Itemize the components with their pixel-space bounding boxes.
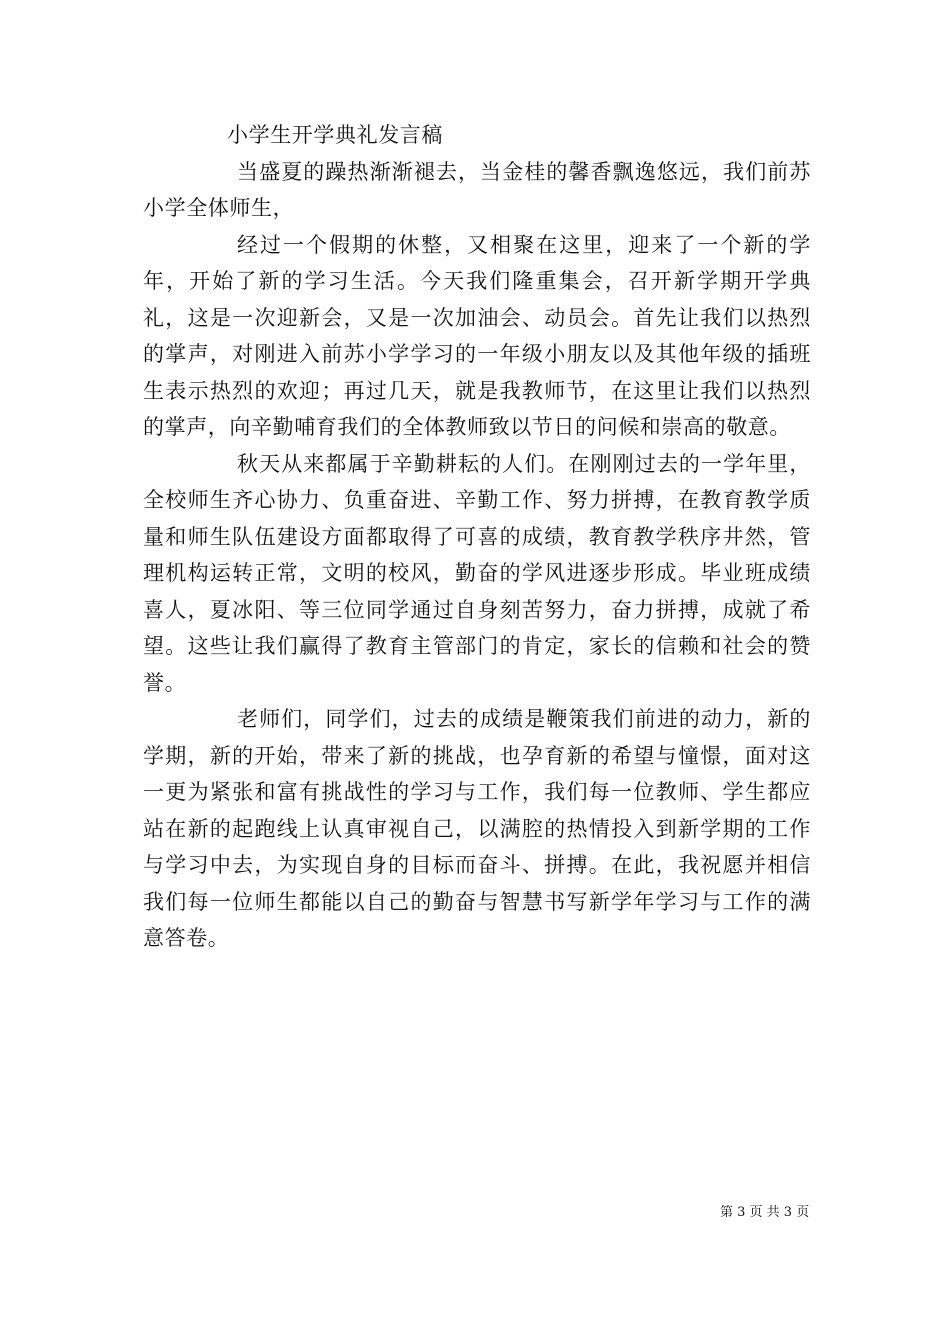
paragraph-3: 秋天从来都属于辛勤耕耘的人们。在刚刚过去的一学年里，全校师生齐心协力、负重奋进、辛勤工作、努力拼搏，在教育教学质量和师生队伍建设方面都取得了可喜的成绩，教育教学秩序井然，管理机构运转正常，文明的校风，勤奋的学风进逐步形成。毕业班成绩喜人，夏冰阳、等三位同学通过自身刻苦努力，奋力拼搏，成就了希望。这些让我们赢得了教育主管部门的肯定，家长的信赖和社会的赞誉。 bbox=[143, 451, 811, 695]
paragraph-4: 老师们，同学们，过去的成绩是鞭策我们前进的动力，新的学期，新的开始，带来了新的挑战，也孕育新的希望与憧憬，面对这一更为紧张和富有挑战性的学习与工作，我们每一位教师、学生都应站在新的起跑线上认真审视自己，以满腔的热情投入到新学期的工作与学习中去，为实现自身的目标而奋斗、拼搏。在此，我祝愿并相信我们每一位师生都能以自己的勤奋与智慧书写新学年学习与工作的满意答卷。 bbox=[143, 707, 811, 950]
document-title: 小学生开学典礼发言稿 bbox=[227, 123, 443, 147]
page-number-footer: 第 3 页 共 3 页 bbox=[720, 1205, 810, 1220]
paragraph-2: 经过一个假期的休整，又相聚在这里，迎来了一个新的学年，开始了新的学习生活。今天我们隆重集会，召开新学期开学典礼，这是一次迎新会，又是一次加油会、动员会。首先让我们以热烈的掌声，对刚进入前苏小学学习的一年级小朋友以及其他年级的插班生表示热烈的欢迎；再过几天，就是我教师节，在这里让我们以热烈的掌声，向辛勤哺育我们的全体教师致以节日的问候和崇高的敬意。 bbox=[143, 232, 811, 439]
paragraph-1: 当盛夏的躁热渐渐褪去，当金桂的馨香飘逸悠远，我们前苏小学全体师生， bbox=[143, 159, 811, 220]
document-body bbox=[143, 117, 811, 957]
